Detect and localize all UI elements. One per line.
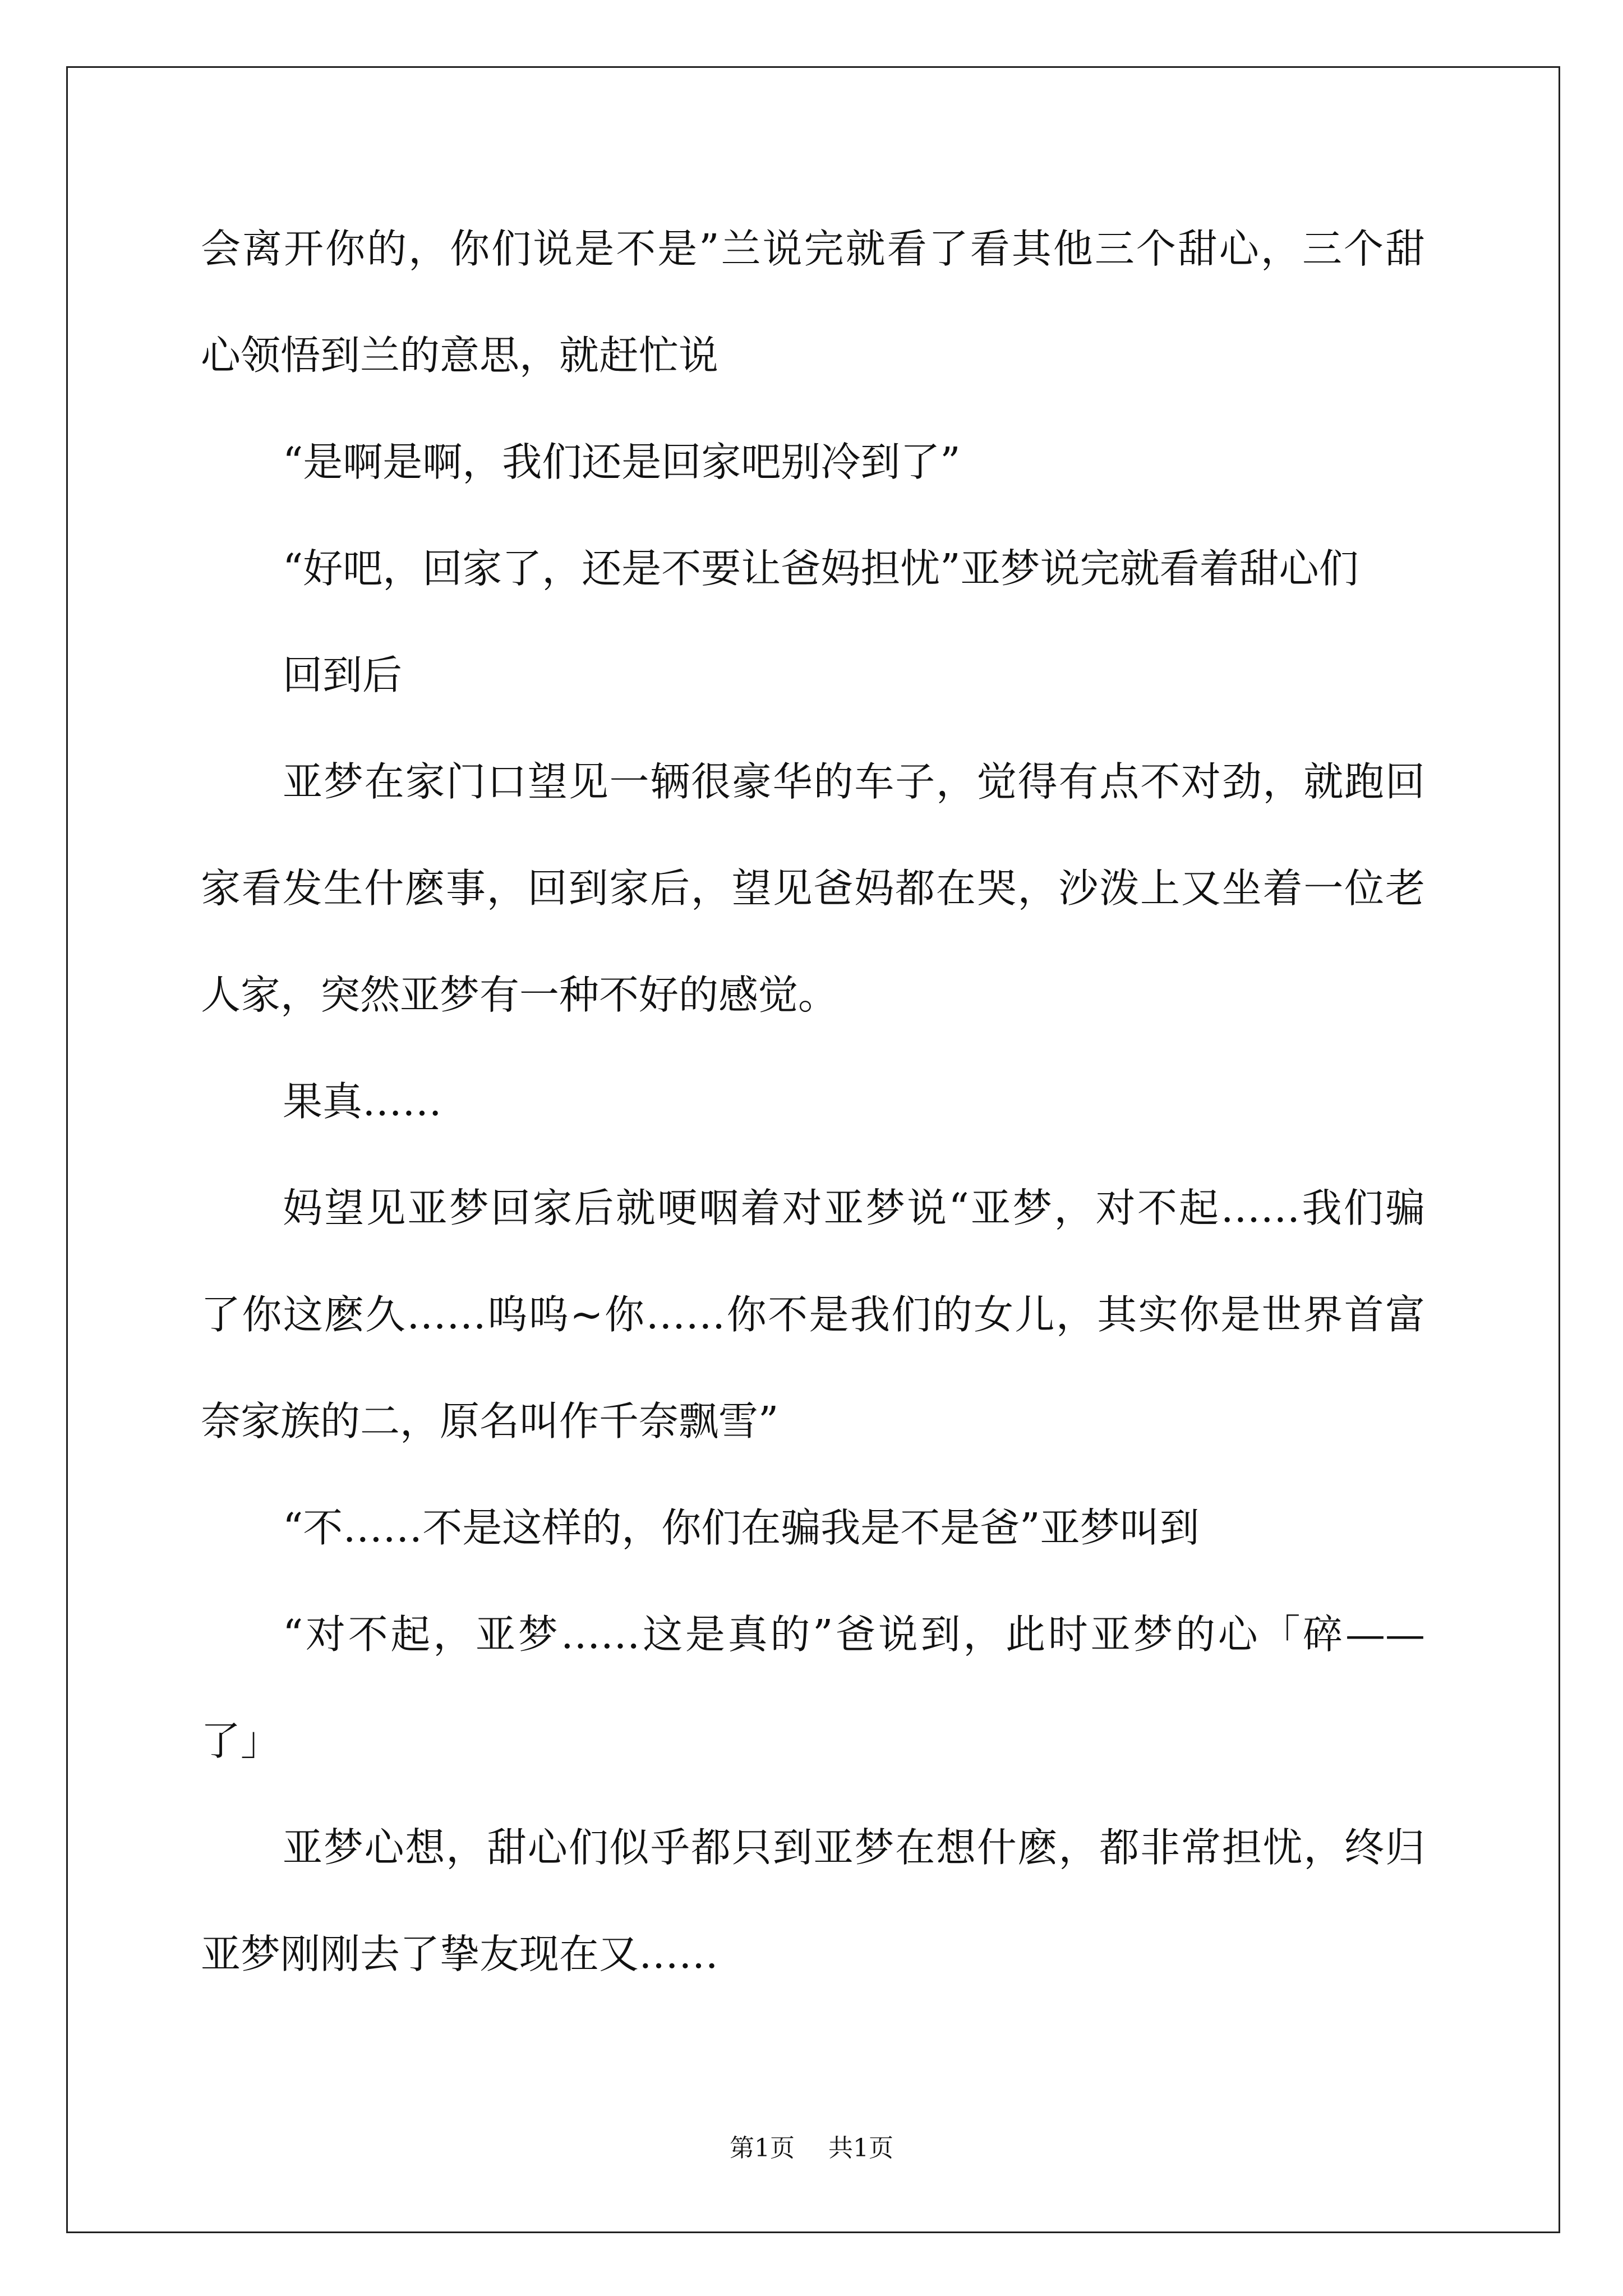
- text-line: 人家，突然亚梦有一种不好的感觉。: [201, 972, 838, 1018]
- text-line: 妈望见亚梦回家后就哽咽着对亚梦说“亚梦，对不起……我们骗: [283, 1185, 1425, 1231]
- text-line: 回到后: [283, 652, 403, 698]
- text-line: 会离开你的，你们说是不是”兰说完就看了看其他三个甜心，三个甜: [201, 226, 1425, 272]
- total-page-count: 共1页: [828, 2134, 893, 2162]
- text-line: 亚梦刚刚去了挚友现在又……: [201, 1931, 719, 1977]
- text-line: 亚梦心想，甜心们似乎都只到亚梦在想什麽，都非常担忧，终归: [283, 1824, 1425, 1871]
- text-line: 家看发生什麽事，回到家后，望见爸妈都在哭，沙泼上又坐着一位老: [201, 865, 1425, 912]
- text-line: “不……不是这样的，你们在骗我是不是爸”亚梦叫到: [283, 1504, 1200, 1551]
- text-line: 了」: [201, 1718, 281, 1764]
- text-line: “是啊是啊，我们还是回家吧别冷到了”: [283, 439, 961, 485]
- text-line: “对不起，亚梦……这是真的”爸说到，此时亚梦的心「碎——: [283, 1611, 1425, 1658]
- text-line: 了你这麽久……呜呜~你……你不是我们的女儿，其实你是世界首富: [201, 1291, 1425, 1338]
- text-line: 亚梦在家门口望见一辆很豪华的车子，觉得有点不对劲，就跑回: [283, 758, 1425, 805]
- current-page-number: 第1页: [730, 2134, 795, 2162]
- page-footer: [0, 2132, 1623, 2165]
- text-line: 奈家族的二，原名叫作千奈飘雪”: [201, 1398, 779, 1444]
- text-line: 果真……: [283, 1078, 442, 1125]
- text-line: 心领悟到兰的意思，就赶忙说: [201, 332, 719, 379]
- text-line: “好吧，回家了，还是不要让爸妈担忧”亚梦说完就看着甜心们: [283, 545, 1359, 592]
